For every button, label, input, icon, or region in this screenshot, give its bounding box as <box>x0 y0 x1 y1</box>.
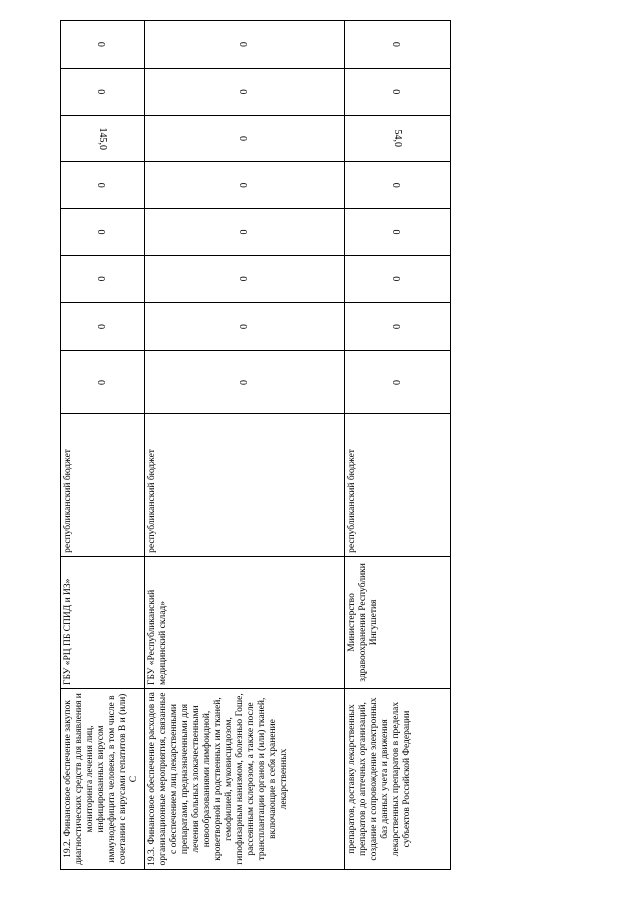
value-text: 0 <box>96 379 108 385</box>
value-cell <box>345 68 451 115</box>
value-text: 0 <box>96 89 108 95</box>
funding-source-cell: республиканский бюджет <box>61 414 145 556</box>
value-cell <box>61 21 145 69</box>
value-cell <box>145 351 345 414</box>
value-text: 0 <box>96 41 108 47</box>
value-cell <box>61 255 145 302</box>
value-cell <box>61 209 145 256</box>
executor-cell <box>345 556 451 688</box>
value-text: 0 <box>391 379 403 385</box>
value-cell <box>345 255 451 302</box>
value-cell <box>145 302 345 351</box>
value-text: 0 <box>96 324 108 330</box>
value-cell <box>145 209 345 256</box>
value-text: 0 <box>391 276 403 282</box>
value-text: 0 <box>238 229 250 235</box>
value-cell <box>61 68 145 115</box>
measure-name-cell: 19.2. Финансовое обеспечение закупок диагностических средств для выявления и мониторинга лечения лиц, инфицированных вирусом иммунодефицита человека, в том числе в сочетании с вирусами гепатитов B и (или) C <box>61 689 145 870</box>
value-text: 0 <box>96 276 108 282</box>
value-text: 0 <box>96 229 108 235</box>
value-text: 0 <box>391 229 403 235</box>
value-cell <box>145 162 345 209</box>
value-text: 0 <box>238 379 250 385</box>
value-cell <box>61 162 145 209</box>
table-row <box>61 21 145 870</box>
value-cell <box>345 302 451 351</box>
executor-cell: ГБУ «Республиканский медицинский склад» <box>145 556 345 688</box>
value-text: 0 <box>238 276 250 282</box>
value-cell <box>345 21 451 69</box>
value-text: 0 <box>238 324 250 330</box>
value-text: 0 <box>238 41 250 47</box>
funding-source-cell: республиканский бюджет <box>145 414 345 556</box>
table-row <box>345 21 451 870</box>
value-text: 0 <box>391 182 403 188</box>
value-text: 145,0 <box>96 127 108 150</box>
funding-source-cell: республиканский бюджет <box>345 414 451 556</box>
value-text: 0 <box>238 136 250 141</box>
value-text: 0 <box>391 89 403 95</box>
value-text: 0 <box>391 41 403 47</box>
measure-name-cell: препаратов, доставку лекарственных препаратов до аптечных организаций, создание и сопровождение электронных баз данных учета и движения лекарственных препаратов в пределах субъектов Российской Федерации <box>345 689 451 870</box>
budget-table <box>60 20 451 870</box>
value-cell <box>345 162 451 209</box>
value-text: 0 <box>96 182 108 188</box>
value-cell <box>61 351 145 414</box>
value-cell <box>345 209 451 256</box>
value-cell <box>61 115 145 162</box>
value-cell <box>145 68 345 115</box>
value-cell <box>345 351 451 414</box>
rotated-page <box>60 20 450 870</box>
table-row <box>145 21 345 870</box>
value-text: 0 <box>238 182 250 188</box>
value-cell <box>345 115 451 162</box>
executor-cell: ГБУ «РЦ ПБ СПИД и ИЗ» <box>61 556 145 688</box>
value-text: 0 <box>238 89 250 95</box>
value-cell <box>145 255 345 302</box>
measure-name-cell: 19.3. Финансовое обеспечение расходов на организационные мероприятия, связанные с обеспечением лиц лекарственными препаратами, предназначенными для лечения больных злокачественными новообразованиями лимфоидной, кроветворной и родственных им тканей, гемофилией, муковисцидозом, гипофизарным нанизмом, болезнью Гоше, рассеянным склерозом, а также после трансплантации органов и (или) тканей, включающие в себя хранение лекарственных <box>145 689 345 870</box>
value-cell <box>145 21 345 69</box>
value-text: 0 <box>391 324 403 330</box>
executor-text: Министерство здравоохранения Республики Ингушетия <box>347 563 379 682</box>
value-text: 54,0 <box>391 129 403 148</box>
value-cell <box>61 302 145 351</box>
value-cell <box>145 115 345 162</box>
